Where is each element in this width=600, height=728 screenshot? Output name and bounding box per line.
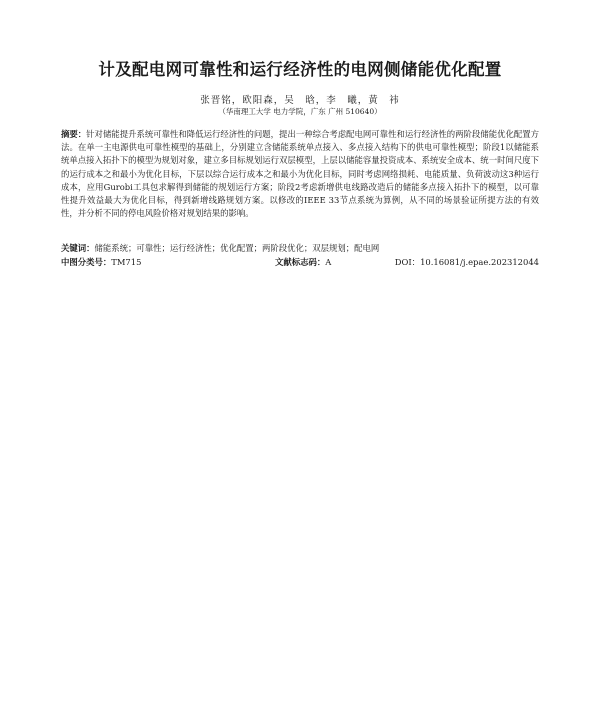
abstract-text: 针对储能提升系统可靠性和降低运行经济性的问题，提出一种综合考虑配电网可靠性和运行经济性的两阶段储能优化配置方法。在单一主电源供电可靠性模型的基础上，分别建立含储能系统单点接入、多点接入结构下的供电可靠性模型；阶段1以储能系统单点接入拓扑下的模型为规划对象，建立多目标规划运行双层模型，上层以储能容量投资成本、系统安全成本、统一时间尺度下的运行成本之和最小为优化目标，下层以综合运行成本之和最小为优化目标，同时考虑网络损耗、电能质量、负荷波动这3种运行成本，应用Gurobi工具包求解得到储能的规划运行方案；阶段2考虑新增供电线路改造后的储能多点接入拓扑下的模型，以可靠性提升效益最大为优化目标，得到新增线路规划方案。以修改的IEEE 33节点系统为算例，从不同的场景验证所提方法的有效性，并分析不同的停电风险价格对规划结果的影响。	[61, 129, 540, 219]
paper-title: 计及配电网可靠性和运行经济性的电网侧储能优化配置	[98, 60, 502, 79]
abstract	[61, 128, 539, 220]
abstract-label: 摘要：	[61, 129, 87, 139]
classification-line	[61, 256, 539, 268]
keywords	[61, 242, 539, 254]
keywords-text: 储能系统；可靠性；运行经济性；优化配置；两阶段优化；双层规划；配电网	[94, 243, 380, 253]
document-code	[275, 256, 331, 268]
clc-value: TM715	[111, 257, 142, 267]
paper-authors: 张晋铭，欧阳森，吴 晗，李 曦，黄 祎	[200, 95, 400, 106]
keywords-label: 关键词：	[61, 243, 95, 253]
paper-affiliation: （华南理工大学 电力学院，广东 广州 510640）	[218, 107, 382, 116]
doi-label: DOI：	[394, 257, 421, 267]
clc-number	[61, 256, 141, 268]
doc-code-label: 文献标志码：	[275, 257, 326, 267]
doi-value: 10.16081/j.epae.202312044	[420, 257, 539, 267]
clc-label: 中图分类号：	[61, 257, 112, 267]
doc-code-value: A	[325, 257, 332, 267]
doi	[395, 256, 539, 268]
